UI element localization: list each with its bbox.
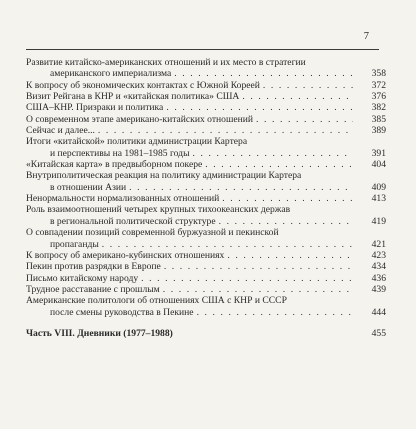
toc-entry-page: 419	[371, 215, 386, 227]
toc-entry	[26, 136, 386, 159]
toc-entry-page: 444	[371, 306, 386, 318]
toc-entry-page: 423	[371, 249, 386, 261]
toc-entry-title: Визит Рейгана в КНР и «китайская политика» США	[26, 91, 240, 103]
table-of-contents	[26, 57, 386, 339]
toc-part-page: 455	[371, 327, 386, 339]
toc-entry	[26, 227, 386, 250]
toc-entry-page: 372	[371, 79, 386, 91]
dot-leader	[98, 125, 353, 136]
toc-entry-page: 382	[371, 102, 386, 114]
dot-leader	[263, 80, 353, 91]
page-number: 7	[363, 31, 369, 42]
toc-entry-title: Пекин против разрядки в Европе	[26, 261, 161, 273]
toc-entry	[26, 250, 386, 261]
toc-entry-title: Ненормальности нормализованных отношений	[26, 193, 220, 205]
toc-entry	[26, 284, 386, 295]
toc-entry-title: Трудное расставание с прошлым	[26, 283, 160, 295]
toc-part-heading	[26, 328, 386, 339]
toc-entry-title: «Китайская карта» в предвыборном покере	[26, 159, 203, 171]
toc-entry-title: О совпадении позиций современной буржуазной и пекинской	[26, 227, 279, 239]
dot-leader	[222, 193, 353, 204]
dot-leader	[227, 250, 353, 261]
toc-entry	[26, 114, 386, 125]
toc-entry	[26, 159, 386, 170]
toc-entry-title: О современном этапе американо-китайских отношений	[26, 113, 254, 125]
toc-entry-title: в региональной политической структуре	[50, 215, 216, 227]
toc-entry-title: и перспективы на 1981–1985 годы	[50, 147, 190, 159]
toc-entry-page: 389	[371, 125, 386, 137]
toc-entry-title: Внутриполитическая реакция на политику администрации Картера	[26, 170, 302, 182]
dot-leader	[141, 273, 353, 284]
toc-entry-title: США–КНР. Призраки и политика	[26, 102, 164, 114]
toc-entry-title: пропаганды	[50, 238, 99, 250]
toc-entry	[26, 193, 386, 204]
toc-entry-title: Роль взаимоотношений четырех крупных тихоокеанских держав	[26, 204, 291, 216]
toc-entry	[26, 204, 386, 227]
toc-entry-page: 391	[371, 147, 386, 159]
dot-leader	[129, 182, 353, 193]
toc-entry-title: в отношении Азии	[50, 181, 127, 193]
toc-entry-page: 439	[371, 283, 386, 295]
toc-entry-title: Итоги «китайской» политики администрации Картера	[26, 136, 248, 148]
dot-leader	[242, 91, 353, 102]
toc-part-title: Часть VIII. Дневники (1977–1988)	[26, 327, 173, 339]
toc-entry-title: Письмо китайскому народу	[26, 272, 139, 284]
toc-entry-page: 409	[371, 181, 386, 193]
toc-entry-title: К вопросу об американо-кубинских отношениях	[26, 249, 225, 261]
dot-leader	[174, 68, 353, 79]
toc-entry-title: К вопросу об экономических контактах с Южной Кореей	[26, 79, 260, 91]
toc-entry	[26, 295, 386, 318]
dot-leader	[193, 148, 353, 159]
toc-entry	[26, 125, 386, 136]
toc-entry-page: 358	[371, 68, 386, 80]
toc-entry-title: после смены руководства в Пекине	[50, 306, 194, 318]
toc-entry-title: Американские политологи об отношениях США с КНР и СССР	[26, 295, 287, 307]
toc-entry-page: 404	[371, 159, 386, 171]
dot-leader	[166, 102, 353, 113]
toc-entry	[26, 91, 386, 102]
dot-leader	[164, 261, 353, 272]
header-rule	[26, 49, 379, 50]
toc-entry	[26, 102, 386, 113]
dot-leader	[256, 114, 353, 125]
toc-entry-page: 421	[371, 238, 386, 250]
toc-entry	[26, 170, 386, 193]
dot-leader	[197, 307, 353, 318]
toc-entry-page: 436	[371, 272, 386, 284]
toc-entry-page: 376	[371, 91, 386, 103]
toc-entry-title: Развитие китайско-американских отношений и их место в стратегии	[26, 57, 306, 68]
toc-entry-page: 385	[371, 113, 386, 125]
toc-entry-page: 434	[371, 261, 386, 273]
toc-entry-title: Сейчас и далее...	[26, 125, 95, 137]
dot-leader	[205, 159, 353, 170]
dot-leader	[163, 284, 353, 295]
toc-entry	[26, 57, 386, 80]
toc-entry-page: 413	[371, 193, 386, 205]
toc-entry	[26, 80, 386, 91]
toc-entry	[26, 273, 386, 284]
dot-leader	[102, 239, 353, 250]
toc-entry-title: американского империализма	[50, 68, 172, 80]
dot-leader	[219, 216, 353, 227]
toc-entry	[26, 261, 386, 272]
